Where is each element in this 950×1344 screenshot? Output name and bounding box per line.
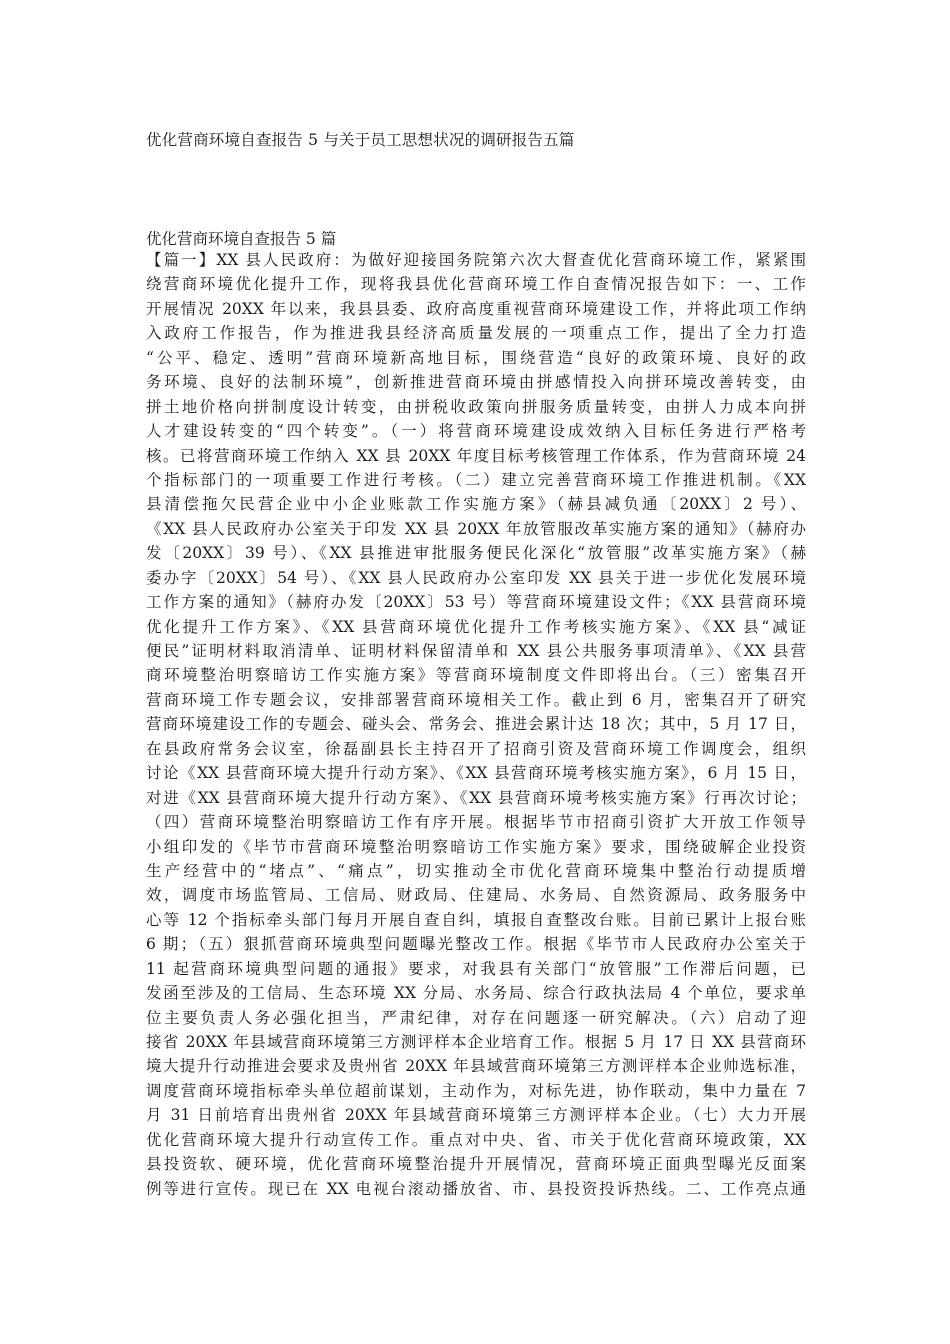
body-line: 境大提升行动推进会要求及贵州省 20XX 年县域营商环境第三方测评样本企业帅选标准， (146, 1057, 806, 1076)
body-line: 营商环境建设工作的专题会、碰头会、常务会、推进会累计达 18 次；其中，5 月 17 日， (146, 715, 806, 734)
body-line: 核。已将营商环境工作纳入 XX 县 20XX 年度目标考核管理工作体系，作为营商环境 24 (146, 446, 806, 465)
body-line: 便民”证明材料取消清单、证明材料保留清单和 XX 县公共服务事项清单》、《XX 县营 (146, 642, 806, 660)
body-paragraph (146, 248, 806, 1201)
body-line: 例等进行宣传。现已在 XX 电视台滚动播放省、市、县投资投诉热线。二、工作亮点通 (146, 1179, 806, 1198)
body-line: 入政府工作报告，作为推进我县经济高质量发展的一项重点工作，提出了全力打造 (146, 324, 806, 343)
body-line: 【篇一】XX 县人民政府：为做好迎接国务院第六次大督查优化营商环境工作，紧紧围 (146, 251, 806, 269)
document-title: 优化营商环境自查报告 5 与关于员工思想状况的调研报告五篇 (146, 131, 575, 149)
body-line: 县投资软、硬环境，优化营商环境整治提升开展情况，营商环境正面典型曝光反面案 (146, 1155, 806, 1174)
body-line: 接省 20XX 年县域营商环境第三方测评样本企业培育工作。根据 5 月 17 日 XX 县营商环 (146, 1033, 806, 1051)
body-line: 个指标部门的一项重要工作进行考核。（二）建立完善营商环境工作推进机制。《XX (146, 470, 806, 489)
body-line: 讨论《XX 县营商环境大提升行动方案》、《XX 县营商环境考核实施方案》，6 月 15 日， (146, 764, 806, 783)
body-line: 拼土地价格向拼制度设计转变，由拼税收政策向拼服务质量转变，由拼人力成本向拼 (146, 397, 806, 416)
body-line: 调度营商环境指标牵头单位超前谋划，主动作为，对标先进，协作联动，集中力量在 7 (146, 1081, 806, 1100)
body-line: 心等 12 个指标牵头部门每月开展自查自纠，填报自查整改台账。目前已累计上报台账 (146, 910, 806, 929)
body-line: 人才建设转变的“四个转变”。（一）将营商环境建设成效纳入目标任务进行严格考 (146, 422, 806, 441)
body-line: 优化提升工作方案》、《XX 县营商环境优化提升工作考核实施方案》、《XX 县“减证 (146, 617, 806, 636)
body-line: 《XX 县人民政府办公室关于印发 XX 县 20XX 年放管服改革实施方案的通知》（赫府办 (146, 519, 806, 538)
body-line: 在县政府常务会议室，徐磊副县长主持召开了招商引资及营商环境工作调度会，组织 (146, 739, 806, 758)
body-line: 开展情况 20XX 年以来，我县县委、政府高度重视营商环境建设工作，并将此项工作纳 (146, 299, 806, 318)
body-line: （四）营商环境整治明察暗访工作有序开展。根据毕节市招商引资扩大开放工作领导 (146, 813, 806, 832)
body-line: 小组印发的《毕节市营商环境整治明察暗访工作实施方案》要求，围绕破解企业投资 (146, 837, 806, 856)
body-line: 生产经营中的“堵点”、“痛点”，切实推动全市优化营商环境集中整治行动提质增 (146, 861, 806, 880)
section-title: 优化营商环境自查报告 5 篇 (146, 230, 337, 248)
body-line: 发〔20XX〕39 号）、《XX 县推进审批服务便民化深化“放管服”改革实施方案》（赫 (146, 544, 806, 563)
body-line: 6 期；（五）狠抓营商环境典型问题曝光整改工作。根据《毕节市人民政府办公室关于 (146, 935, 806, 954)
body-line: 11 起营商环境典型问题的通报》要求，对我县有关部门“放管服”工作滞后问题，已 (146, 959, 806, 978)
body-line: 营商环境工作专题会议，安排部署营商环境相关工作。截止到 6 月，密集召开了研究 (146, 690, 806, 709)
body-line: 优化营商环境大提升行动宣传工作。重点对中央、省、市关于优化营商环境政策，XX (146, 1130, 806, 1149)
body-line: 务环境、良好的法制环境”，创新推进营商环境由拼感情投入向拼环境改善转变，由 (146, 373, 806, 392)
body-line: 位主要负责人务必强化担当，严肃纪律，对存在问题逐一研究解决。（六）启动了迎 (146, 1008, 806, 1027)
body-line: 效，调度市场监管局、工信局、财政局、住建局、水务局、自然资源局、政务服务中 (146, 886, 806, 905)
body-line: 委办字〔20XX〕54 号）、《XX 县人民政府办公室印发 XX 县关于进一步优化发展环境 (146, 568, 806, 587)
body-line: 绕营商环境优化提升工作，现将我县优化营商环境工作自查情况报告如下：一、工作 (146, 275, 806, 294)
body-line: 月 31 日前培育出贵州省 20XX 年县域营商环境第三方测评样本企业。（七）大力开展 (146, 1106, 806, 1125)
body-line: 发函至涉及的工信局、生态环境 XX 分局、水务局、综合行政执法局 4 个单位，要求单 (146, 984, 806, 1003)
body-line: 对进《XX 县营商环境大提升行动方案》、《XX 县营商环境考核实施方案》行再次讨论； (146, 788, 806, 807)
body-line: “公平、稳定、透明”营商环境新高地目标，围绕营造“良好的政策环境、良好的政 (146, 348, 806, 367)
body-line: 商环境整治明察暗访工作实施方案》等营商环境制度文件即将出台。（三）密集召开 (146, 666, 806, 685)
body-line: 县清偿拖欠民营企业中小企业账款工作实施方案》（赫县减负通〔20XX〕2 号）、 (146, 495, 806, 514)
body-line: 工作方案的通知》（赫府办发〔20XX〕53 号）等营商环境建设文件；《XX 县营商环境 (146, 593, 806, 612)
